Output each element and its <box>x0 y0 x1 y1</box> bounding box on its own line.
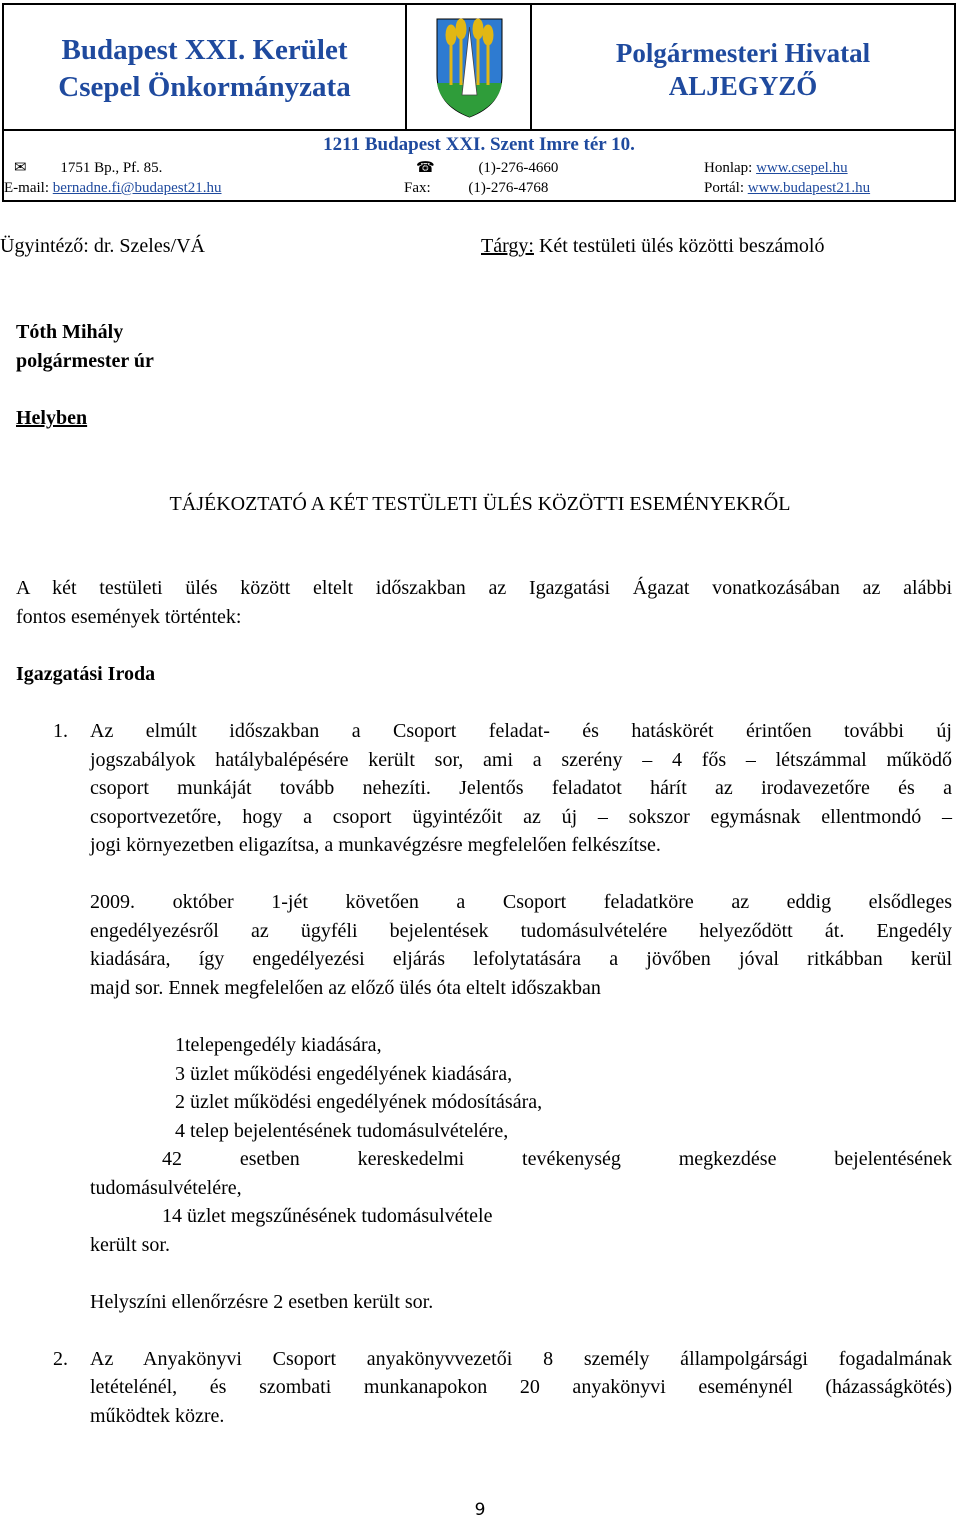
fax-label: Fax: <box>404 180 431 196</box>
recipient-name: Tóth Mihály <box>16 321 124 343</box>
letterhead <box>2 3 956 202</box>
envelope-icon: ✉ <box>14 160 27 176</box>
item-2-line-2: letételénél, és szombati munkanapokon 20 anyakönyvi eseménynél (házasságkötés) <box>90 1376 952 1398</box>
list-item-42-line-2: tudomásulvételére, <box>90 1177 242 1199</box>
item-1-number: 1. <box>53 720 68 742</box>
document-title: TÁJÉKOZTATÓ A KÉT TESTÜLETI ÜLÉS KÖZÖTTI ESEMÉNYEKRŐL <box>169 493 791 515</box>
item-1-p2-line-4: majd sor. Ennek megfelelően az előző ülés óta eltelt időszakban <box>90 977 601 999</box>
fax-row <box>404 179 548 198</box>
clerk-reference: Ügyintéző: dr. Szeles/VÁ <box>0 235 205 257</box>
item-2-line-1: Az Anyakönyvi Csoport anyakönyvvezetői 8 személy állampolgársági fogadalmának <box>90 1348 952 1370</box>
phone-icon: ☎ <box>416 160 435 176</box>
inspection-note: Helyszíni ellenőrzésre 2 esetben került sor. <box>90 1291 434 1313</box>
office-line-2: ALJEGYZŐ <box>668 71 818 101</box>
item-1-p1-line-3: csoport munkáját tovább nehezíti. Jelentős feladatot hárít az irodavezetőre és a <box>90 777 952 799</box>
phone-row <box>416 159 558 178</box>
municipality-line-2: Csepel Önkormányzata <box>58 71 351 103</box>
phone-number: (1)-276-4660 <box>478 160 559 176</box>
item-2-number: 2. <box>53 1348 68 1370</box>
list-item-14: 14 üzlet megszűnésének tudomásulvétele <box>162 1205 493 1227</box>
portal-label: Portál: <box>704 180 744 196</box>
email-link[interactable]: bernadne.fi@budapest21.hu <box>52 180 222 196</box>
office-line-1: Polgármesteri Hivatal <box>615 38 871 68</box>
homepage-row <box>704 159 848 178</box>
item-2-line-3: működtek közre. <box>90 1405 225 1427</box>
item-1-p1-line-5: jogi környezetben eligazítsa, a munkavégzésre megfelelően felkészítse. <box>90 834 661 856</box>
list-closing: került sor. <box>90 1234 170 1256</box>
intro-line-1: A két testületi ülés között eltelt időszakban az Igazgatási Ágazat vonatkozásában az alábbi <box>16 577 952 599</box>
letterhead-top <box>4 5 954 129</box>
item-1-p1-line-4: csoportvezetőre, hogy a csoport ügyintézőit az új – sokszor egymásnak ellentmondó – <box>90 806 952 828</box>
portal-row <box>704 179 870 198</box>
street-address: 1211 Budapest XXI. Szent Imre tér 10. <box>323 134 635 155</box>
list-item: 4 telep bejelentésének tudomásulvételére, <box>175 1120 509 1142</box>
list-item-42-line-1: 42 esetben kereskedelmi tevékenység megkezdése bejelentésének <box>162 1148 952 1170</box>
subject-text: Két testületi ülés közötti beszámoló <box>533 235 825 257</box>
homepage-link[interactable]: www.csepel.hu <box>756 160 848 176</box>
contact-block <box>4 129 954 200</box>
municipality-line-1: Budapest XXI. Kerület <box>61 34 348 66</box>
fax-number: (1)-276-4768 <box>468 180 549 196</box>
item-1-p2-line-3: kiadására, így engedélyezési eljárás lefolytatására a jövőben jóval ritkábban kerül <box>90 948 952 970</box>
po-box: 1751 Bp., Pf. 85. <box>60 160 163 176</box>
list-item: 1telepengedély kiadására, <box>175 1034 382 1056</box>
recipient-title: polgármester úr <box>16 350 154 372</box>
office-name <box>532 5 954 129</box>
list-item: 3 üzlet működési engedélyének kiadására, <box>175 1063 513 1085</box>
item-1-p1-line-2: jogszabályok hatálybalépésére került sor, ami a szerény – 4 fős – létszámmal működő <box>90 749 952 771</box>
portal-link[interactable]: www.budapest21.hu <box>747 180 871 196</box>
page-number: 9 <box>474 1500 486 1520</box>
email-row <box>4 179 222 198</box>
po-box-row <box>14 159 162 178</box>
coat-of-arms-icon <box>407 5 532 129</box>
list-item: 2 üzlet működési engedélyének módosítására, <box>175 1091 543 1113</box>
item-1-p2-line-2: engedélyezésről az ügyféli bejelentések tudomásulvételére helyeződött át. Engedély <box>90 920 952 942</box>
section-title: Igazgatási Iroda <box>16 663 156 685</box>
item-1-p1-line-1: Az elmúlt időszakban a Csoport feladat- és hatáskörét érintően további új <box>90 720 952 742</box>
subject-label: Tárgy: <box>481 235 534 257</box>
intro-line-2: fontos események történtek: <box>16 606 242 628</box>
coat-of-arms-cell <box>407 5 532 129</box>
homepage-label: Honlap: <box>704 160 753 176</box>
email-label: E-mail: <box>4 180 49 196</box>
municipality-name <box>4 5 407 129</box>
item-1-p2-line-1: 2009. október 1-jét követően a Csoport feladatköre az eddig elsődleges <box>90 891 952 913</box>
recipient-place: Helyben <box>16 407 88 429</box>
subject-line <box>481 232 824 261</box>
